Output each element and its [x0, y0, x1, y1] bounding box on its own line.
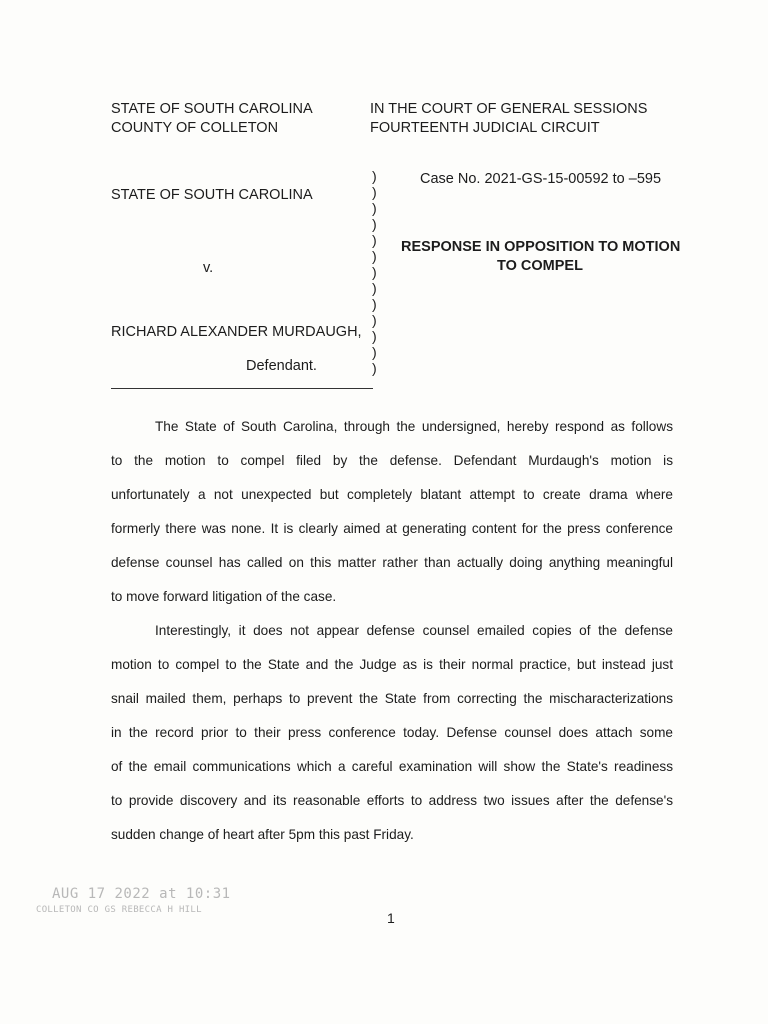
caption-paren: )	[372, 344, 377, 360]
caption-paren: )	[372, 360, 377, 376]
body-line: unfortunately a not unexpected but completely blatant attempt to create drama where	[111, 487, 673, 502]
caption-paren: )	[372, 200, 377, 216]
caption-paren: )	[372, 312, 377, 328]
body-line: defense counsel has called on this matter rather than actually doing anything meaningful	[111, 555, 673, 570]
caption-paren: )	[372, 168, 377, 184]
case-number: Case No. 2021-GS-15-00592 to –595	[420, 171, 662, 187]
header-court: IN THE COURT OF GENERAL SESSIONS	[370, 101, 648, 117]
caption-defendant-label: Defendant.	[246, 358, 317, 374]
page-number: 1	[387, 910, 395, 926]
body-line: The State of South Carolina, through the undersigned, hereby respond as follows	[155, 419, 673, 434]
caption-paren: )	[372, 296, 377, 312]
filing-stamp-clerk: COLLETON CO GS REBECCA H HILL	[36, 905, 202, 915]
caption-plaintiff: STATE OF SOUTH CAROLINA	[111, 187, 313, 203]
body-line: to the motion to compel filed by the defense. Defendant Murdaugh's motion is	[111, 453, 673, 468]
body-line: to move forward litigation of the case.	[111, 589, 337, 604]
header-right	[370, 100, 647, 138]
document-title-line2: TO COMPEL	[497, 258, 583, 274]
caption-paren: )	[372, 328, 377, 344]
header-state: STATE OF SOUTH CAROLINA	[111, 101, 313, 117]
caption-versus: v.	[203, 260, 214, 276]
header-left	[111, 100, 313, 138]
body-line: to provide discovery and its reasonable efforts to address two issues after the defense's	[111, 793, 673, 808]
document-title	[401, 238, 679, 276]
caption-parens	[372, 168, 377, 376]
body-line: motion to compel to the State and the Judge as is their normal practice, but instead just	[111, 657, 673, 672]
caption-paren: )	[372, 248, 377, 264]
filing-stamp-date: AUG 17 2022 at 10:31	[52, 886, 231, 902]
body-line: sudden change of heart after 5pm this past Friday.	[111, 827, 414, 842]
caption-paren: )	[372, 264, 377, 280]
caption-paren: )	[372, 232, 377, 248]
body-line: of the email communications which a careful examination will show the State's readiness	[111, 759, 673, 774]
paragraph-1	[111, 410, 673, 614]
document-title-line1: RESPONSE IN OPPOSITION TO MOTION	[401, 239, 681, 255]
body-line: in the record prior to their press conference today. Defense counsel does attach some	[111, 725, 673, 740]
caption-paren: )	[372, 184, 377, 200]
caption-paren: )	[372, 216, 377, 232]
body-line: Interestingly, it does not appear defense counsel emailed copies of the defense	[155, 623, 673, 638]
paragraph-2	[111, 614, 673, 852]
body-line: formerly there was none. It is clearly aimed at generating content for the press conference	[111, 521, 673, 536]
caption-paren: )	[372, 280, 377, 296]
header-county: COUNTY OF COLLETON	[111, 120, 279, 136]
body-line: snail mailed them, perhaps to prevent the State from correcting the mischaracterizations	[111, 691, 673, 706]
header-circuit: FOURTEENTH JUDICIAL CIRCUIT	[370, 120, 600, 136]
caption-rule	[111, 388, 373, 389]
caption-defendant-name: RICHARD ALEXANDER MURDAUGH,	[111, 324, 362, 340]
